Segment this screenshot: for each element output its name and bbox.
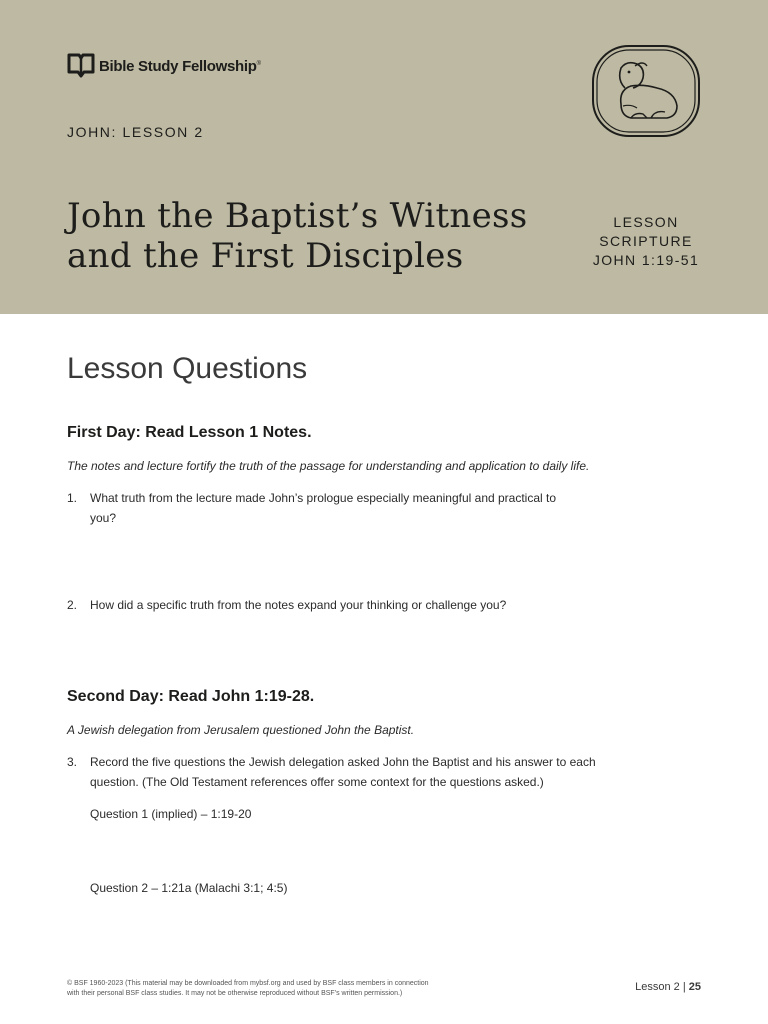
lesson-header bbox=[0, 0, 768, 314]
open-book-icon bbox=[67, 52, 95, 80]
day-heading: First Day: Read Lesson 1 Notes. bbox=[67, 424, 312, 441]
day-heading: Second Day: Read John 1:19-28. bbox=[67, 688, 315, 705]
scripture-label-1: LESSON bbox=[613, 214, 679, 230]
lesson-title-line-1: John the Baptist’s Witness bbox=[67, 196, 528, 236]
lesson-scripture bbox=[585, 213, 707, 270]
question-number: 3. bbox=[67, 755, 78, 769]
lamb-icon bbox=[591, 44, 701, 138]
question-text: How did a specific truth from the notes expand your thinking or challenge you? bbox=[90, 598, 507, 612]
section-title: Lesson Questions bbox=[67, 352, 308, 385]
scripture-label-2: SCRIPTURE bbox=[599, 233, 693, 249]
scripture-reference: JOHN 1:19-51 bbox=[592, 252, 700, 268]
bsf-logo bbox=[67, 52, 261, 80]
question-number: 1. bbox=[67, 491, 78, 505]
lesson-label: JOHN: LESSON 2 bbox=[67, 124, 204, 140]
lesson-title-line-2: and the First Disciples bbox=[67, 236, 464, 276]
lesson-title bbox=[67, 196, 567, 276]
brand-name: Bible Study Fellowship® bbox=[99, 57, 261, 75]
question-text: What truth from the lecture made John’s prologue especially meaningful and practical to you? bbox=[90, 491, 557, 525]
day-intro: The notes and lecture fortify the truth of the passage for understanding and application to daily life. bbox=[67, 459, 590, 473]
sub-question: Question 1 (implied) – 1:19-20 bbox=[90, 807, 252, 821]
day-intro: A Jewish delegation from Jerusalem questioned John the Baptist. bbox=[67, 723, 415, 737]
question-number: 2. bbox=[67, 598, 78, 612]
page-number: Lesson 2 | 25 bbox=[635, 981, 701, 993]
copyright-notice: © BSF 1960-2023 (This material may be downloaded from mybsf.org and used by BSF class members in connection with their personal BSF class studies. It may not be otherwise reproduced without BSF’s written permission.) bbox=[67, 980, 429, 997]
question-text: Record the five questions the Jewish delegation asked John the Baptist and his answer to each question. (The Old Testament references offer some context for the questions asked.) bbox=[90, 755, 596, 789]
sub-question: Question 2 – 1:21a (Malachi 3:1; 4:5) bbox=[90, 881, 288, 895]
